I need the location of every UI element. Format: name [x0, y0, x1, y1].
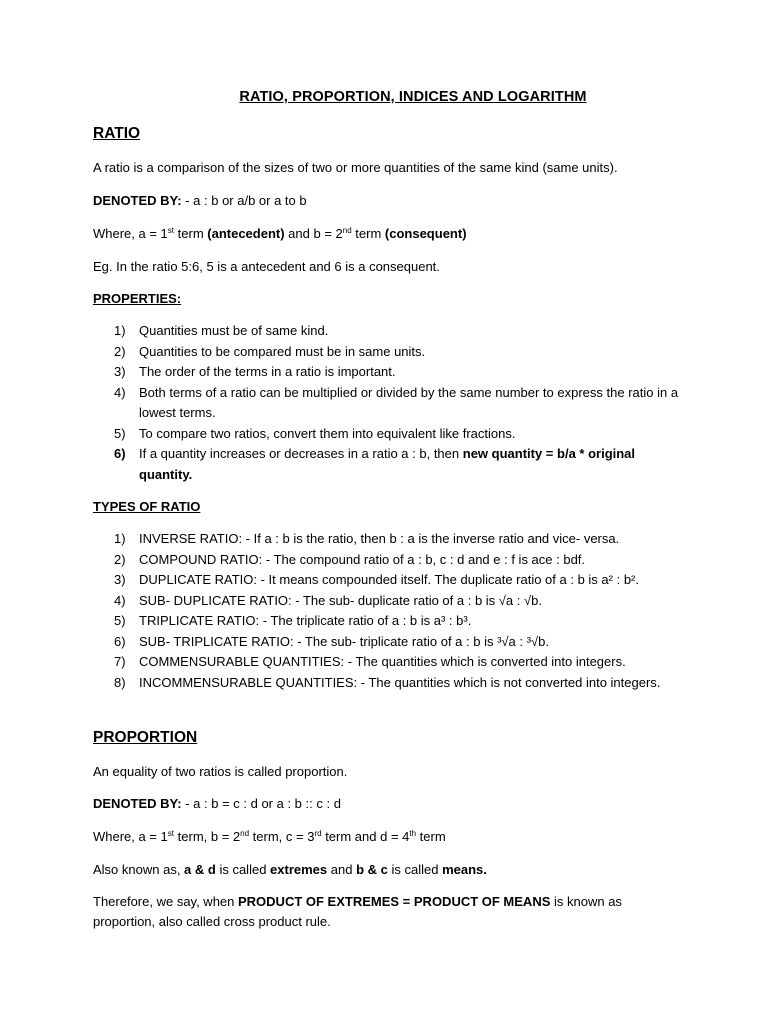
- where-text: term: [416, 829, 446, 844]
- antecedent-label: (antecedent): [207, 226, 285, 241]
- aka-bold: extremes: [270, 862, 328, 877]
- types-heading: TYPES OF RATIO: [93, 499, 201, 514]
- properties-list: [93, 321, 683, 485]
- list-item: 4) SUB- DUPLICATE RATIO: - The sub- duplicate ratio of a : b is √a : √b.: [114, 592, 542, 608]
- ratio-heading: RATIO: [93, 125, 141, 142]
- list-item-text: COMMENSURABLE QUANTITIES: - The quantities which is converted into integers.: [139, 654, 626, 669]
- list-item: 1) Quantities must be of same kind.: [114, 323, 329, 338]
- proportion-definition: An equality of two ratios is called proportion.: [93, 764, 348, 779]
- superscript: st: [167, 226, 175, 235]
- list-item: 7) COMMENSURABLE QUANTITIES: - The quantities which is converted into integers.: [114, 654, 626, 669]
- list-item-text: COMPOUND RATIO: - The compound ratio of a : b, c : d and e : f is ace : bdf.: [139, 551, 586, 567]
- list-item: 8) INCOMMENSURABLE QUANTITIES: - The quantities which is not converted into integers.: [114, 674, 661, 690]
- list-item-bold-text: new quantity = b/a * original quantity.: [139, 446, 636, 482]
- list-item-text: If a quantity increases or decreases in a ratio a : b, then: [139, 446, 463, 461]
- aka-bold: means.: [442, 862, 487, 877]
- where-text: term: [174, 226, 208, 241]
- therefore-text: is known as proportion, also called cross product rule.: [93, 894, 622, 929]
- ratio-definition: A ratio is a comparison of the sizes of two or more quantities of the same kind (same units).: [93, 160, 618, 175]
- ratio-example: Eg. In the ratio 5:6, 5 is a antecedent and 6 is a consequent.: [93, 259, 440, 274]
- list-item-text: SUB- DUPLICATE RATIO: - The sub- duplicate ratio of a : b is √a : √b.: [139, 592, 542, 608]
- aka-bold: b & c: [356, 862, 388, 877]
- superscript: th: [409, 829, 417, 838]
- list-item: 2) COMPOUND RATIO: - The compound ratio of a : b, c : d and e : f is ace : bdf.: [114, 551, 586, 567]
- list-item-text: The order of the terms in a ratio is important.: [139, 364, 396, 379]
- where-text: term: [351, 226, 385, 241]
- denoted-label: DENOTED BY:: [93, 193, 182, 208]
- denoted-value: - a : b = c : d or a : b :: c : d: [181, 796, 341, 811]
- list-item-text: Quantities to be compared must be in same units.: [139, 343, 426, 359]
- superscript: nd: [342, 226, 352, 235]
- list-item-text: TRIPLICATE RATIO: - The triplicate ratio of a : b is a³ : b³.: [139, 613, 472, 628]
- types-list: [93, 529, 683, 693]
- aka-text: Also known as,: [93, 862, 185, 877]
- denoted-value: - a : b or a/b or a to b: [181, 193, 307, 208]
- proportion-denoted-by: [93, 794, 683, 814]
- aka-text: and: [327, 862, 357, 877]
- where-text: Where, a = 1: [93, 226, 168, 241]
- list-item-text: To compare two ratios, convert them into equivalent like fractions.: [139, 425, 516, 441]
- list-item: 5) To compare two ratios, convert them into equivalent like fractions.: [114, 425, 516, 441]
- aka-text: is called: [215, 862, 271, 877]
- proportion-where-line: [93, 827, 683, 847]
- consequent-label: (consequent): [384, 226, 467, 241]
- where-text: term, c = 3: [249, 829, 315, 844]
- list-item: 3) DUPLICATE RATIO: - It means compounded itself. The duplicate ratio of a : b is a² : b².: [114, 572, 639, 587]
- where-text: term, b = 2: [174, 829, 241, 844]
- list-item-text: Both terms of a ratio can be multiplied or divided by the same number to express the ratio in a lowest terms.: [139, 384, 679, 420]
- superscript: nd: [240, 829, 250, 838]
- list-item: 6) If a quantity increases or decreases in a ratio a : b, then new quantity = b/a * original quantity.: [114, 446, 636, 482]
- therefore-bold: PRODUCT OF EXTREMES = PRODUCT OF MEANS: [238, 894, 551, 909]
- where-text: and b = 2: [284, 226, 343, 241]
- list-item: 4) Both terms of a ratio can be multiplied or divided by the same number to express the ratio in a lowest terms.: [114, 384, 679, 420]
- proportion-heading: PROPORTION: [93, 729, 198, 746]
- denoted-label: DENOTED BY:: [93, 796, 182, 811]
- list-item: 2) Quantities to be compared must be in same units.: [114, 343, 426, 359]
- list-item-text: DUPLICATE RATIO: - It means compounded itself. The duplicate ratio of a : b is a² : b².: [139, 572, 639, 587]
- document-title: RATIO, PROPORTION, INDICES AND LOGARITHM: [239, 89, 587, 105]
- aka-bold: a & d: [184, 862, 216, 877]
- proportion-also-known: [93, 860, 683, 880]
- aka-text: is called: [387, 862, 443, 877]
- ratio-denoted-by: [93, 191, 683, 211]
- where-text: term and d = 4: [321, 829, 410, 844]
- list-item-text: Quantities must be of same kind.: [139, 323, 329, 338]
- list-item: 1) INVERSE RATIO: - If a : b is the ratio, then b : a is the inverse ratio and vice- versa.: [114, 531, 620, 546]
- list-item: 5) TRIPLICATE RATIO: - The triplicate ratio of a : b is a³ : b³.: [114, 613, 472, 628]
- therefore-text: Therefore, we say, when: [93, 894, 238, 909]
- properties-heading: PROPERTIES:: [93, 291, 182, 306]
- ratio-where-line: [93, 224, 683, 244]
- superscript: st: [167, 829, 175, 838]
- list-item-text: INVERSE RATIO: - If a : b is the ratio, then b : a is the inverse ratio and vice- versa.: [139, 531, 620, 546]
- list-item-text: INCOMMENSURABLE QUANTITIES: - The quantities which is not converted into integers.: [139, 674, 661, 690]
- list-item: 6) SUB- TRIPLICATE RATIO: - The sub- triplicate ratio of a : b is ³√a : ³√b.: [114, 633, 549, 649]
- proportion-therefore: [93, 892, 683, 932]
- superscript: rd: [314, 829, 322, 838]
- where-text: Where, a = 1: [93, 829, 168, 844]
- list-item: 3) The order of the terms in a ratio is important.: [114, 364, 396, 379]
- list-item-text: SUB- TRIPLICATE RATIO: - The sub- triplicate ratio of a : b is ³√a : ³√b.: [139, 633, 549, 649]
